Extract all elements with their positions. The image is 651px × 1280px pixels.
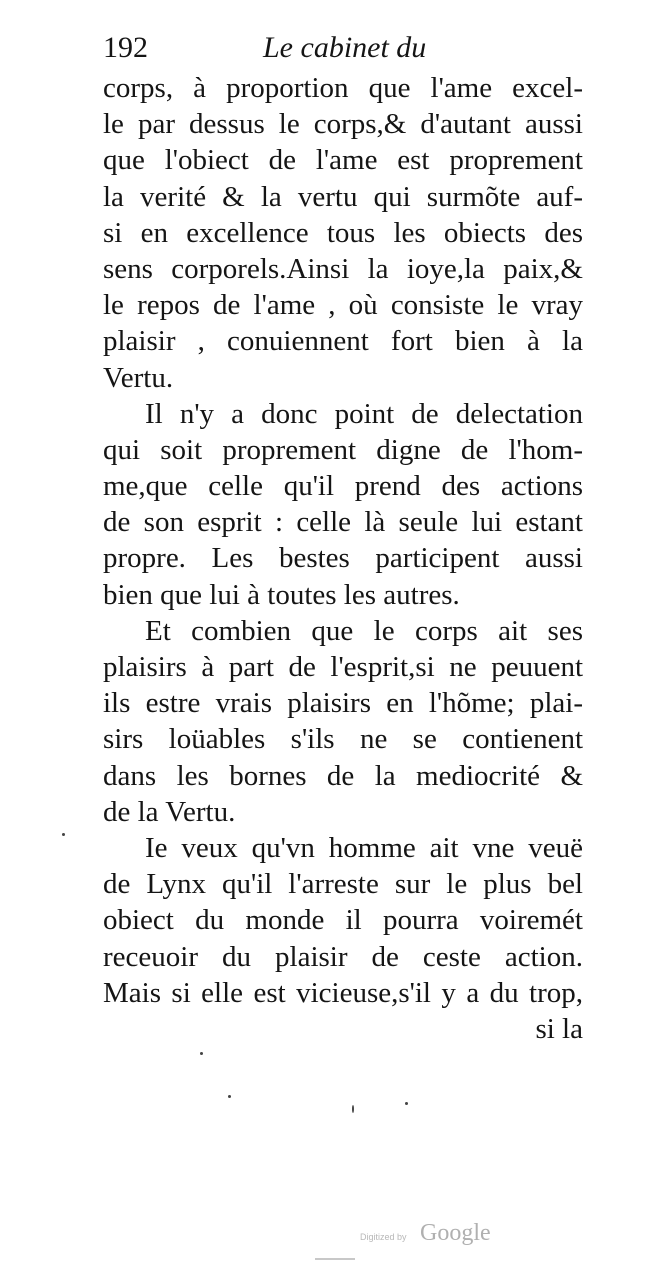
text-line: sirs loüables s'ils ne se contienent xyxy=(103,723,583,756)
text-line: la verité & la vertu qui surmõte auf- xyxy=(103,180,583,213)
scan-speck xyxy=(228,1095,231,1098)
text-line: plaisir , conuiennent fort bien à la xyxy=(103,325,583,358)
text-line: que l'obiect de l'ame est proprement xyxy=(103,144,583,177)
page-header xyxy=(103,28,583,72)
paragraph-start-line: Il n'y a donc point de delectation xyxy=(145,397,583,430)
body-text xyxy=(103,70,583,1047)
catchword: si la xyxy=(535,1012,583,1045)
scan-speck xyxy=(200,1052,203,1055)
scan-speck xyxy=(405,1102,408,1105)
google-logo: Google xyxy=(420,1220,491,1246)
running-title: Le cabinet du xyxy=(263,31,427,64)
text-line: sens corporels.Ainsi la ioye,la paix,& xyxy=(103,252,583,285)
page-number: 192 xyxy=(103,31,148,64)
paragraph-end-line: bien que lui à toutes les autres. xyxy=(103,578,460,611)
text-line: le repos de l'ame , où consiste le vray xyxy=(103,289,583,322)
text-line: me,que celle qu'il prend des actions xyxy=(103,470,583,503)
text-line: Mais si elle est vicieuse,s'il y a du trop, xyxy=(103,976,583,1009)
text-line: corps, à proportion que l'ame excel- xyxy=(103,72,583,104)
text-line: le par dessus le corps,& d'autant aussi xyxy=(103,108,583,141)
scan-speck xyxy=(62,833,65,836)
text-line: qui soit proprement digne de l'hom- xyxy=(103,433,583,466)
scan-speck xyxy=(352,1105,354,1113)
text-line: si en excellence tous les obiects des xyxy=(103,216,583,249)
paragraph-start-line: Ie veux qu'vn homme ait vne veuë xyxy=(145,831,583,864)
text-line: receuoir du plaisir de ceste action. xyxy=(103,940,583,973)
text-line: de Lynx qu'il l'arreste sur le plus bel xyxy=(103,868,583,901)
paragraph-end-line: Vertu. xyxy=(103,361,174,394)
paragraph-end-line: de la Vertu. xyxy=(103,795,236,828)
text-line: obiect du monde il pourra voiremét xyxy=(103,904,583,937)
text-line: de son esprit : celle là seule lui estant xyxy=(103,506,583,539)
text-line: propre. Les bestes participent aussi xyxy=(103,542,583,575)
digitized-by-label: Digitized by xyxy=(360,1232,407,1242)
text-line: dans les bornes de la mediocrité & xyxy=(103,759,583,792)
digitized-watermark xyxy=(360,1220,540,1250)
page-edge-mark xyxy=(315,1258,355,1260)
paragraph-start-line: Et combien que le corps ait ses xyxy=(145,614,583,647)
text-line: ils estre vrais plaisirs en l'hõme; plai- xyxy=(103,687,583,720)
text-line: plaisirs à part de l'esprit,si ne peuuent xyxy=(103,651,583,683)
